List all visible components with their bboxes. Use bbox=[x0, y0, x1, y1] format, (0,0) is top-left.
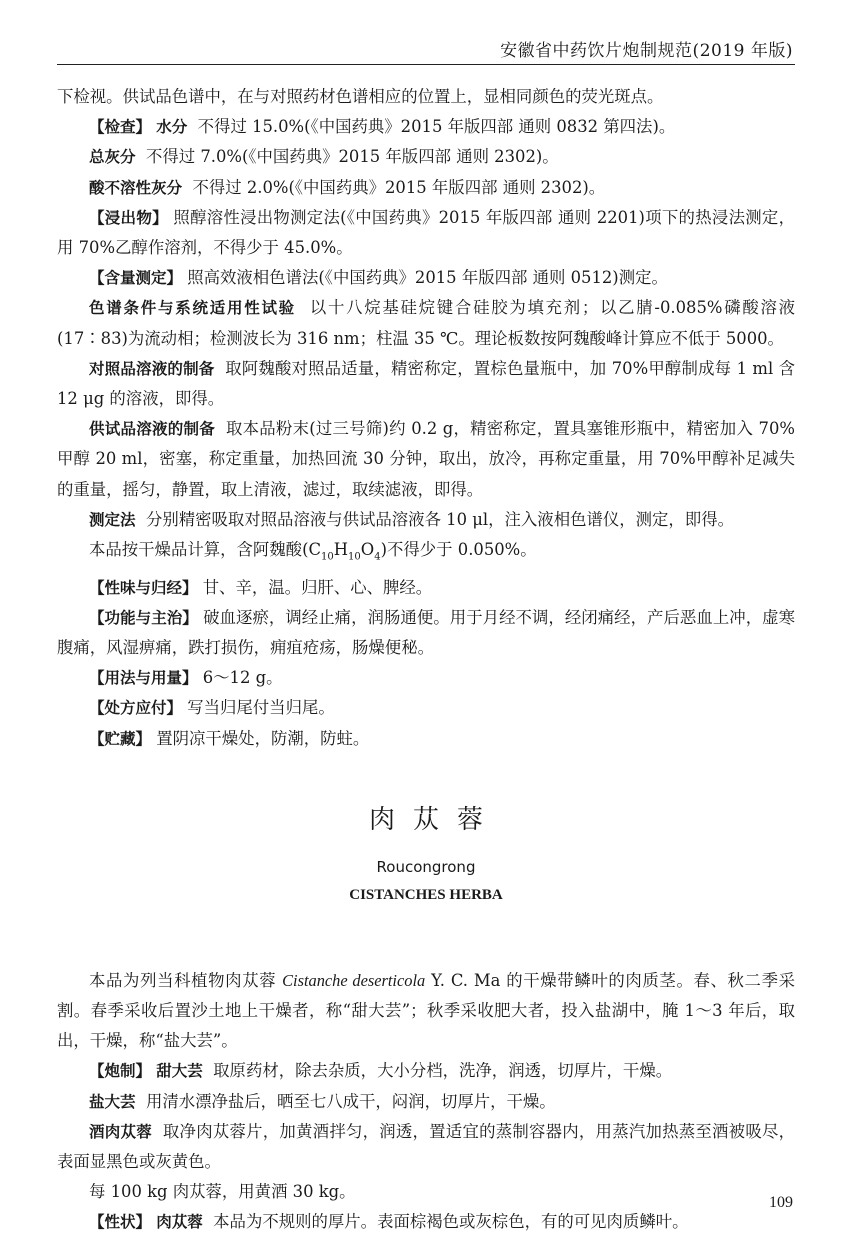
properties-heading: 【性状】 bbox=[89, 1213, 152, 1232]
paragraph-acid-ash bbox=[57, 173, 795, 203]
content-sub-carbon: 10 bbox=[321, 551, 334, 563]
prescription-heading: 【处方应付】 bbox=[89, 699, 183, 718]
usage-heading: 【用法与用量】 bbox=[89, 669, 198, 688]
properties-sub-label: 肉苁蓉 bbox=[156, 1213, 203, 1232]
paragraph-method bbox=[57, 505, 795, 535]
paragraph-processing-sweet bbox=[57, 1056, 795, 1086]
storage-heading: 【贮藏】 bbox=[89, 729, 152, 748]
paragraph-storage bbox=[57, 724, 795, 754]
paragraph-processing-salt bbox=[57, 1087, 795, 1117]
paragraph-processing-wine bbox=[57, 1117, 795, 1177]
water-text: 不得过 15.0%(《中国药典》2015 年版四部 通则 0832 第四法)。 bbox=[197, 117, 676, 137]
paragraph-intro bbox=[57, 966, 795, 1057]
paragraph-nature bbox=[57, 573, 795, 603]
chromatography-label: 色谱条件与系统适用性试验 bbox=[89, 299, 296, 318]
storage-text: 置阴凉干燥处，防潮，防蛀。 bbox=[156, 728, 370, 748]
nature-heading: 【性味与归经】 bbox=[89, 578, 198, 597]
monograph-latin-name: CISTANCHES HERBA bbox=[349, 886, 503, 903]
content-text-c: O bbox=[360, 540, 375, 560]
reference-solution-text: 取阿魏酸对照品适量，精密称定，置棕色量瓶中，加 70%甲醇制成每 1 ml 含 12 μg 的溶液，即得。 bbox=[57, 358, 795, 409]
extract-text: 照醇溶性浸出物测定法(《中国药典》2015 年版四部 通则 2201)项下的热浸法测定，用 70%乙醇作溶剂，不得少于 45.0%。 bbox=[57, 207, 795, 258]
properties-text: 本品为不规则的厚片。表面棕褐色或灰棕色，有的可见肉质鳞叶。 bbox=[213, 1212, 689, 1232]
content-sub-oxygen: 4 bbox=[374, 551, 381, 563]
tlc-result-text: 下检视。供试品色谱中，在与对照药材色谱相应的位置上，显相同颜色的荧光斑点。 bbox=[57, 87, 664, 106]
paragraph-usage bbox=[57, 663, 795, 693]
total-ash-text: 不得过 7.0%(《中国药典》2015 年版四部 通则 2302)。 bbox=[145, 147, 559, 167]
paragraph-total-ash bbox=[57, 142, 795, 172]
water-label: 水分 bbox=[156, 118, 188, 137]
assay-text: 照高效液相色谱法(《中国药典》2015 年版四部 通则 0512)测定。 bbox=[187, 268, 668, 288]
species-name: Cistanche deserticola bbox=[282, 970, 426, 990]
sweet-label: 甜大芸 bbox=[156, 1062, 203, 1081]
reference-solution-label: 对照品溶液的制备 bbox=[89, 359, 215, 378]
function-text: 破血逐瘀，调经止痛，润肠通便。用于月经不调，经闭痛经，产后恶血上冲，虚寒腹痛，风湿痹痛，跌打损伤，痈疽疮疡，肠燥便秘。 bbox=[57, 607, 795, 657]
paragraph-extract bbox=[57, 203, 795, 263]
content-text-b: H bbox=[333, 540, 349, 560]
paragraph-prescription bbox=[57, 693, 795, 723]
function-heading: 【功能与主治】 bbox=[89, 608, 198, 627]
content-sub-hydrogen: 10 bbox=[348, 551, 361, 563]
wine-text: 取净肉苁蓉片，加黄酒拌匀，润透，置适宜的蒸制容器内，用蒸汽加热蒸至酒被吸尽，表面显黑色或灰黄色。 bbox=[57, 1121, 795, 1171]
extract-heading: 【浸出物】 bbox=[89, 208, 168, 227]
paragraph-properties bbox=[57, 1207, 795, 1237]
processing-heading: 【炮制】 bbox=[89, 1062, 152, 1081]
acid-ash-label: 酸不溶性灰分 bbox=[89, 178, 183, 197]
page-number: 109 bbox=[769, 1194, 793, 1211]
page-body bbox=[57, 82, 795, 1238]
intro-text-b: Y. C. Ma 的干燥带鳞叶的肉质茎。春、秋二季采割。春季采收后置沙土地上干燥者，称“甜大芸”；秋季采收肥大者，投入盐湖中，腌 1～3 年后，取出，干燥，称“盐大芸”。 bbox=[57, 970, 795, 1051]
salt-text: 用清水漂净盐后，晒至七八成干，闷润，切厚片，干燥。 bbox=[145, 1091, 556, 1111]
sweet-text: 取原药材，除去杂质，大小分档，洗净，润透，切厚片，干燥。 bbox=[213, 1061, 673, 1081]
running-header-title: 安徽省中药饮片炮制规范(2019 年版) bbox=[500, 41, 793, 61]
header-divider bbox=[57, 64, 795, 65]
test-solution-label: 供试品溶液的制备 bbox=[89, 420, 216, 439]
method-text: 分别精密吸取对照品溶液与供试品溶液各 10 μl，注入液相色谱仪，测定，即得。 bbox=[145, 509, 734, 529]
monograph-pinyin: Roucongrong bbox=[376, 857, 476, 876]
content-text-d: )不得少于 0.050%。 bbox=[380, 540, 537, 560]
assay-heading: 【含量测定】 bbox=[89, 269, 183, 288]
monograph-title: 肉苁蓉 bbox=[368, 804, 501, 835]
paragraph-function bbox=[57, 603, 795, 663]
paragraph-wine-ratio bbox=[57, 1177, 795, 1207]
paragraph-content-limit bbox=[57, 535, 795, 572]
monograph-title-block bbox=[57, 800, 795, 906]
usage-text: 6～12 g。 bbox=[202, 668, 283, 688]
section-spacer bbox=[57, 906, 795, 966]
wine-ratio-text: 每 100 kg 肉苁蓉，用黄酒 30 kg。 bbox=[89, 1182, 356, 1202]
salt-label: 盐大芸 bbox=[89, 1092, 136, 1111]
paragraph-test-solution bbox=[57, 414, 795, 505]
acid-ash-text: 不得过 2.0%(《中国药典》2015 年版四部 通则 2302)。 bbox=[192, 177, 606, 197]
wine-label: 酒肉苁蓉 bbox=[89, 1122, 152, 1141]
intro-text-a: 本品为列当科植物肉苁蓉 bbox=[89, 970, 277, 990]
paragraph-reference-solution bbox=[57, 354, 795, 414]
test-solution-text: 取本品粉末(过三号筛)约 0.2 g，精密称定，置具塞锥形瓶中，精密加入 70%甲醇 20 ml，密塞，称定重量，加热回流 30 分钟，取出，放冷，再称定重量，用 70%甲醇补足减失的重量，摇匀，静置，取上清液，滤过，取续滤液，即得。 bbox=[57, 419, 795, 499]
page-header bbox=[0, 0, 851, 64]
prescription-text: 写当归尾付当归尾。 bbox=[187, 698, 335, 718]
content-text-a: 本品按干燥品计算，含阿魏酸(C bbox=[89, 540, 322, 560]
paragraph-tlc-result bbox=[57, 82, 795, 112]
nature-text: 甘、辛，温。归肝、心、脾经。 bbox=[202, 577, 433, 597]
method-label: 测定法 bbox=[89, 510, 136, 529]
paragraph-check-water bbox=[57, 112, 795, 142]
check-heading: 【检查】 bbox=[89, 118, 152, 137]
chromatography-text: 以十八烷基硅烷键合硅胶为填充剂；以乙腈-0.085%磷酸溶液(17∶83)为流动相；检测波长为 316 nm；柱温 35 ℃。理论板数按阿魏酸峰计算应不低于 5000。 bbox=[57, 298, 795, 348]
total-ash-label: 总灰分 bbox=[89, 148, 136, 167]
paragraph-chromatography bbox=[57, 293, 795, 353]
paragraph-assay bbox=[57, 263, 795, 293]
